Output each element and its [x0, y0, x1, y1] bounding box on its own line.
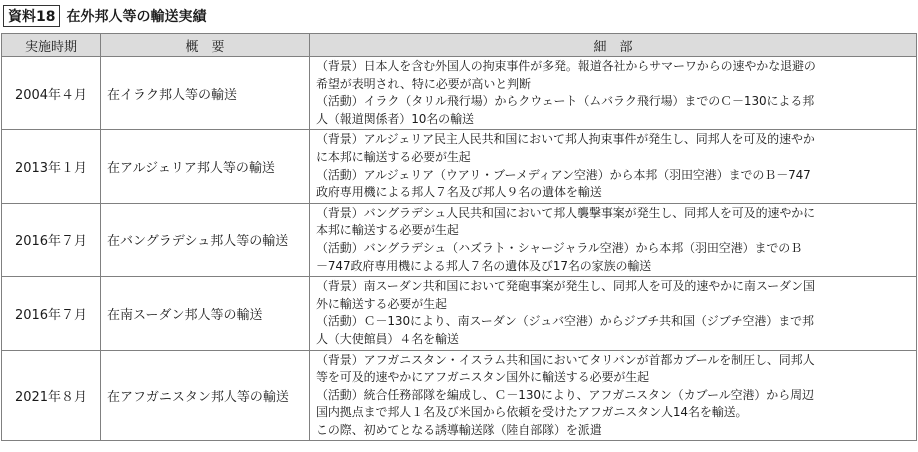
row-date: 2004年４月	[2, 57, 101, 130]
detail-line: （背景）南スーダン共和国において発砲事案が発生し、同邦人を可及的速やかに南スーダン国	[316, 279, 815, 294]
detail-line: （背景）日本人を含む外国人の拘束事件が多発。報道各社からサマーワからの速やかな退避の	[316, 59, 816, 73]
detail-line: この際、初めてとなる誘導輸送隊（陸自部隊）を派遣	[316, 422, 602, 437]
detail-line: 本邦に輸送する必要が生起	[316, 223, 459, 238]
detail-line: －747政府専用機による邦人７名の遺体及び17名の家族の輸送	[316, 258, 652, 273]
detail-line: （背景）アルジェリア民主人民共和国において邦人拘束事件が発生し、同邦人を可及的速やか	[316, 132, 815, 147]
document-header	[3, 4, 206, 28]
detail-line: （活動）アルジェリア（ウアリ・ブーメディアン空港）から本邦（羽田空港）までのＢ－747	[316, 167, 811, 182]
detail-line: （活動）Ｃ－130により、南スーダン（ジュバ空港）からジブチ共和国（ジブチ空港）まで邦	[316, 314, 814, 329]
material-number-badge: 資料18	[3, 5, 60, 27]
detail-line: 外に輸送する必要が生起	[316, 296, 447, 311]
table-row	[2, 203, 917, 276]
row-summary: 在アルジェリア邦人等の輸送	[101, 130, 310, 203]
detail-line: 等を可及的速やかにアフガニスタン国外に輸送する必要が生起	[316, 370, 650, 385]
row-date: 2013年１月	[2, 130, 101, 203]
row-detail	[310, 203, 917, 276]
detail-line: （活動）統合任務部隊を編成し、Ｃ－130により、アフガニスタン（カブール空港）から周辺	[316, 387, 814, 402]
detail-line: （活動）バングラデシュ（ハズラト・シャージャラル空港）から本邦（羽田空港）までのＢ	[316, 240, 803, 255]
column-header-detail: 細 部	[310, 34, 917, 57]
row-summary: 在バングラデシュ邦人等の輸送	[101, 203, 310, 276]
detail-line: 人（報道関係者）10名の輸送	[316, 111, 474, 126]
detail-line: 希望が表明され、特に必要が高いと判断	[316, 76, 531, 91]
row-summary: 在アフガニスタン邦人等の輸送	[101, 350, 310, 441]
row-date: 2016年７月	[2, 203, 101, 276]
column-header-date: 実施時期	[2, 34, 101, 57]
detail-line: 政府専用機による邦人７名及び邦人９名の遺体を輸送	[316, 185, 602, 200]
row-date: 2016年７月	[2, 277, 101, 350]
detail-line: 国内拠点まで邦人１名及び米国から依頼を受けたアフガニスタン人14名を輸送。	[316, 405, 748, 420]
document-title: 在外邦人等の輸送実績	[66, 9, 207, 25]
detail-line: （活動）イラク（タリル飛行場）からクウェート（ムバラク飛行場）までのＣ－130による邦	[316, 94, 815, 109]
column-header-summary: 概 要	[101, 34, 310, 57]
table-row	[2, 350, 917, 441]
row-detail	[310, 277, 917, 350]
detail-line: （背景）アフガニスタン・イスラム共和国においてタリバンが首都カブールを制圧し、同邦人	[316, 352, 815, 367]
transport-record-table	[1, 33, 917, 441]
row-detail	[310, 57, 917, 130]
table-header-row	[2, 34, 917, 57]
row-detail	[310, 350, 917, 441]
row-summary: 在イラク邦人等の輸送	[101, 57, 310, 130]
detail-line: （背景）バングラデシュ人民共和国において邦人襲撃事案が発生し、同邦人を可及的速やかに	[316, 205, 816, 220]
table-row	[2, 277, 917, 350]
table-row	[2, 130, 917, 203]
row-detail	[310, 130, 917, 203]
row-date: 2021年８月	[2, 350, 101, 441]
detail-line: に本邦に輸送する必要が生起	[316, 149, 471, 164]
detail-line: 人（大使館員）４名を輸送	[316, 331, 459, 346]
table-row	[2, 57, 917, 130]
row-summary: 在南スーダン邦人等の輸送	[101, 277, 310, 350]
